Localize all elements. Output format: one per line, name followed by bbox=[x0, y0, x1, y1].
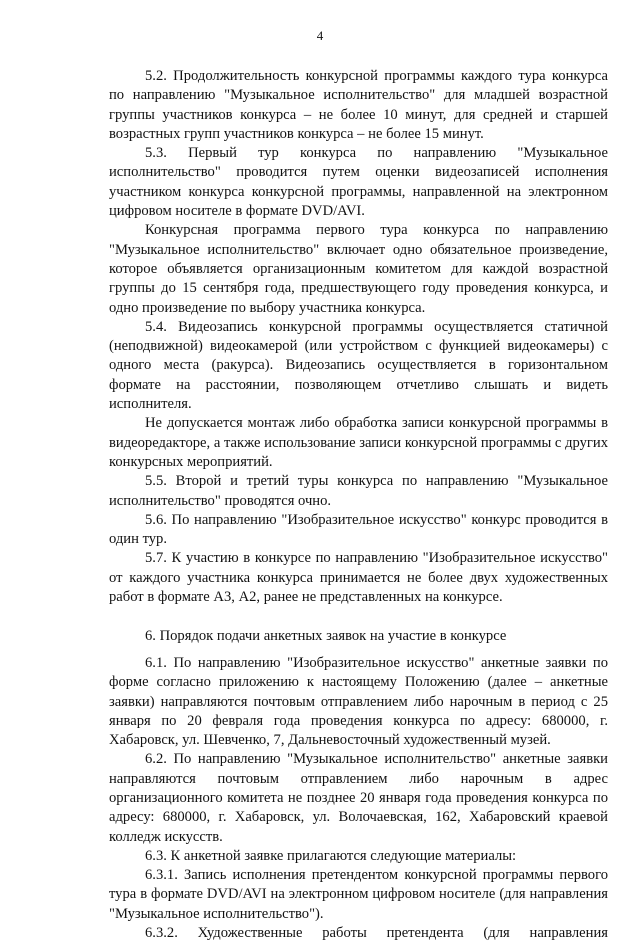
paragraph-5-2: 5.2. Продолжительность конкурсной программы каждого тура конкурса по направлению "Музыкальное исполнительство" для младшей возрастной группы участников конкурса – не более 10 минут, для средней и старшей возрастных групп участников конкурса – не более 15 минут. bbox=[109, 68, 608, 142]
paragraph-5-4-editing: Не допускается монтаж либо обработка записи конкурсной программы в видеоредакторе, а также использование записи конкурсной программы с других конкурсных мероприятий. bbox=[109, 415, 608, 470]
document-body bbox=[109, 67, 608, 943]
paragraph-6-2: 6.2. По направлению "Музыкальное исполнительство" анкетные заявки направляются почтовым отправлением либо нарочным в адрес организационного комитета не позднее 20 января года проведения конкурса по адресу: 680000, г. Хабаровск, ул. Волочаевская, 162, Хабаровский краевой колледж искусств. bbox=[109, 751, 608, 845]
paragraph-5-3: 5.3. Первый тур конкурса по направлению "Музыкальное исполнительство" проводится путем оценки видеозаписей исполнения участником конкурса конкурсной программы, направленной на электронном цифровом носителе в формате DVD/AVI. bbox=[109, 145, 608, 220]
paragraph-5-7: 5.7. К участию в конкурсе по направлению "Изобразительное искусство" от каждого участника конкурса принимается не более двух художественных работ в формате А3, А2, ранее не представленных на конкурсе. bbox=[109, 550, 608, 606]
paragraph-6-1: 6.1. По направлению "Изобразительное искусство" анкетные заявки по форме согласно приложению к настоящему Положению (далее – анкетные заявки) направляются почтовым отправлением либо нарочным в период с 25 января по 20 февраля года проведения конкурса по адресу: 680000, г. Хабаровск, ул. Шевченко, 7, Дальневосточный художественный музей. bbox=[109, 654, 608, 749]
page-number: 4 bbox=[316, 28, 324, 43]
paragraph-6-3-2: 6.3.2. Художественные работы претендента (для направления bbox=[145, 925, 608, 942]
section-heading-6: 6. Порядок подачи анкетных заявок на участие в конкурсе bbox=[145, 627, 507, 644]
paragraph-5-5: 5.5. Второй и третий туры конкурса по направлению "Музыкальное исполнительство" проводятся очно. bbox=[109, 473, 608, 509]
paragraph-5-6: 5.6. По направлению "Изобразительное искусство" конкурс проводится в один тур. bbox=[109, 511, 608, 548]
paragraph-6-3: 6.3. К анкетной заявке прилагаются следующие материалы: bbox=[145, 847, 517, 864]
paragraph-5-3-program: Конкурсная программа первого тура конкурса по направлению "Музыкальное исполнительство" включает одно обязательное произведение, которое объявляется организационным комитетом для каждой возрастной группы до 15 сентября года, предшествующего году проведения конкурса, и одно произведение по выбору участника конкурса. bbox=[109, 222, 608, 316]
paragraph-5-4: 5.4. Видеозапись конкурсной программы осуществляется статичной (неподвижной) видеокамерой (или устройством с функцией видеокамеры) с одного места (ракурса). Видеозапись осуществляется в горизонтальном формате на расстоянии, позволяющем отчетливо слышать и видеть исполнителя. bbox=[109, 318, 608, 413]
paragraph-6-3-1: 6.3.1. Запись исполнения претендентом конкурсной программы первого тура в формате DVD/AVI на электронном цифровом носителе (для направления "Музыкальное исполнительство"). bbox=[109, 867, 608, 922]
